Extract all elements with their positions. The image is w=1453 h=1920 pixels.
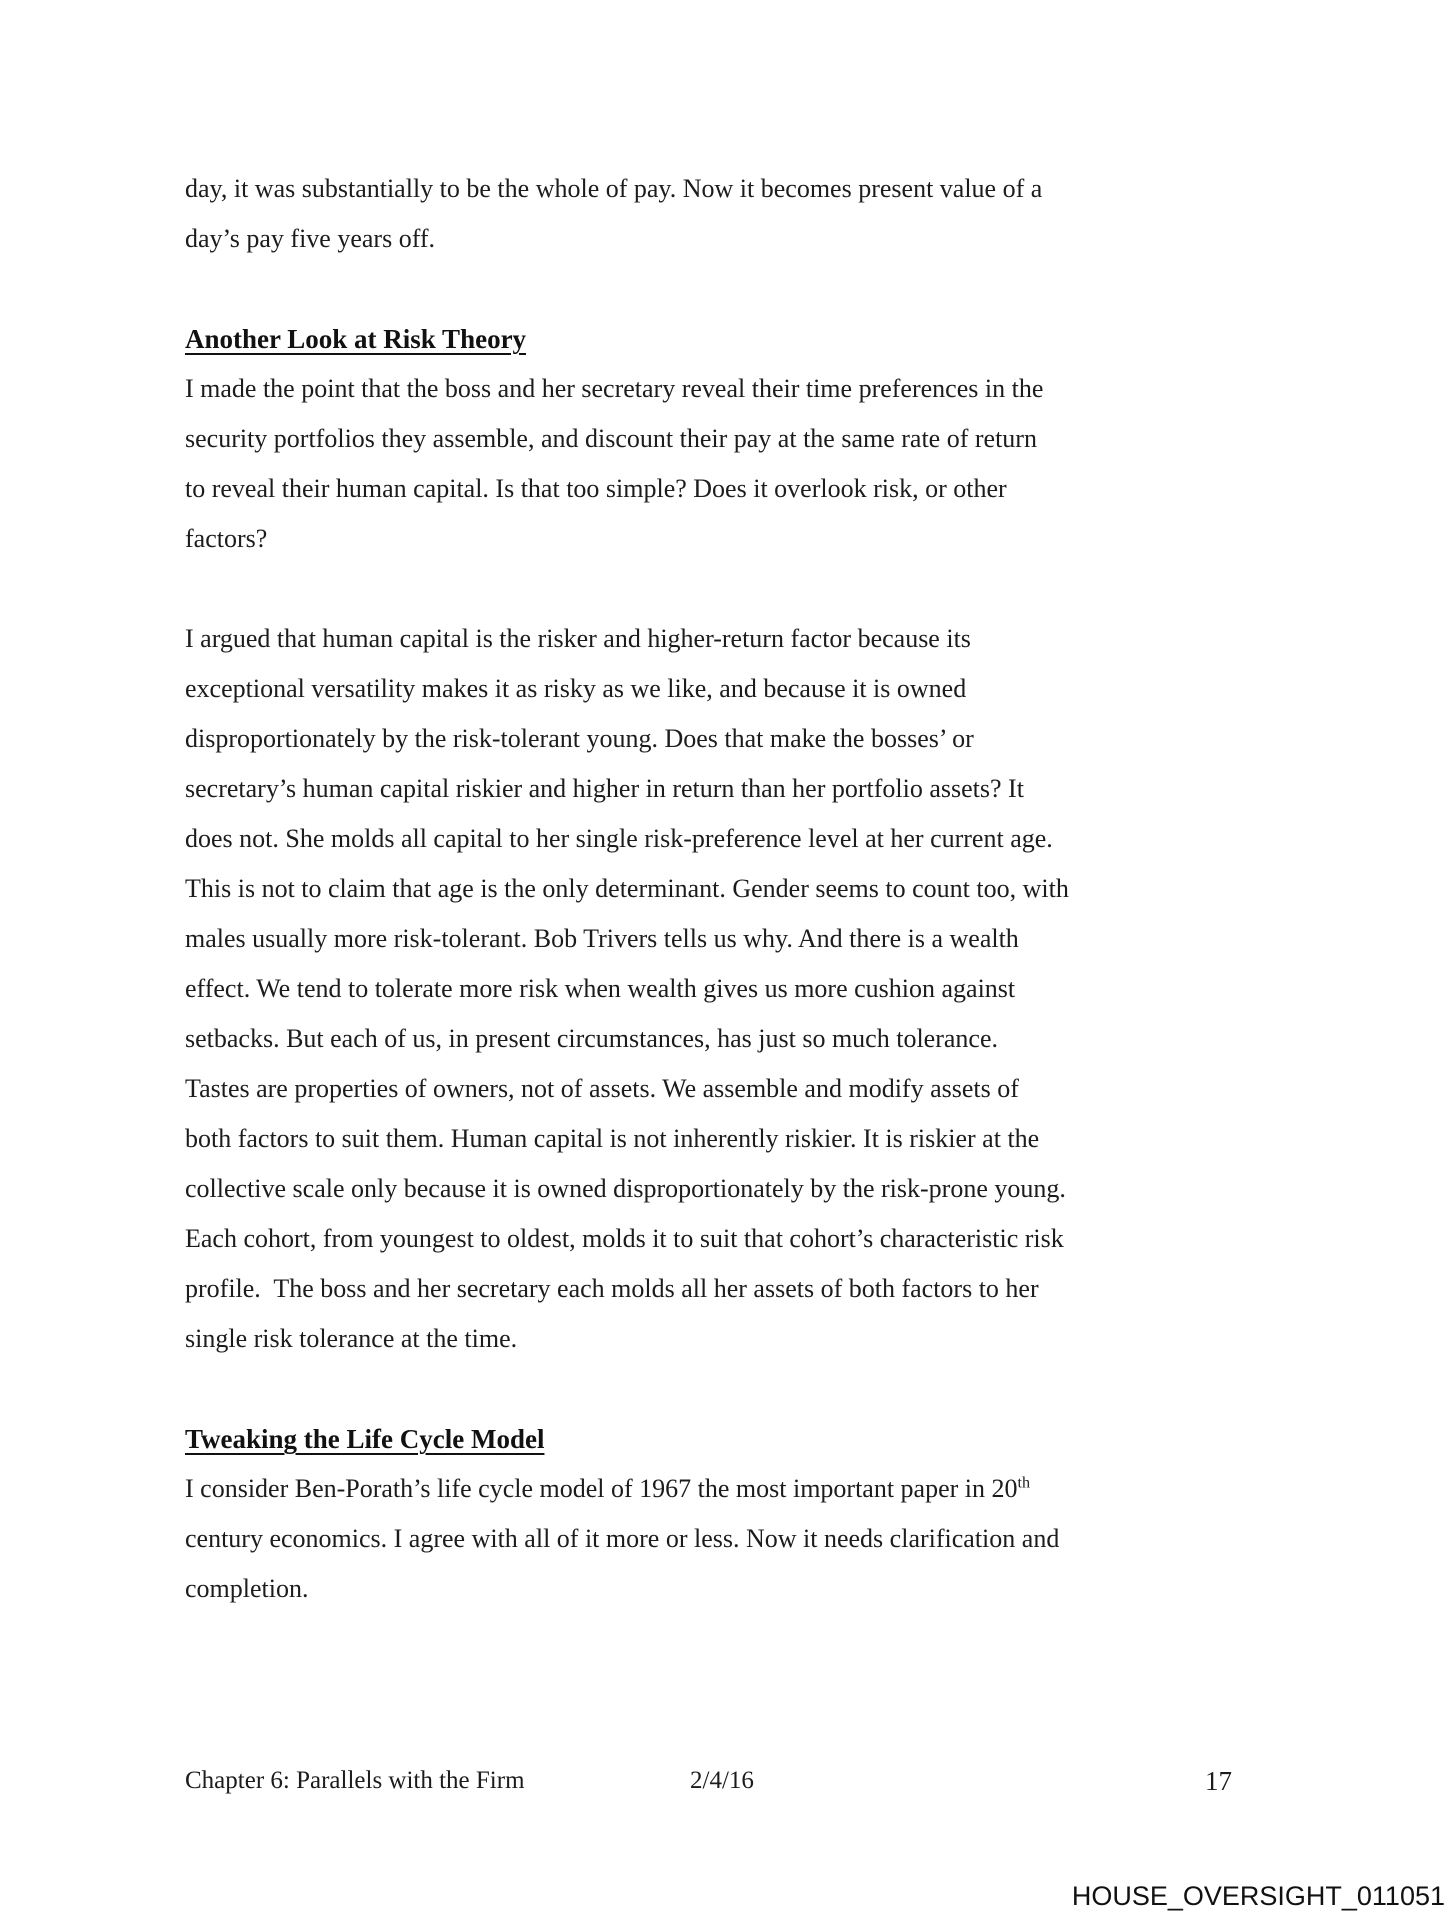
text-line: I argued that human capital is the risker and higher-return factor because its [185,624,971,653]
text-line: day, it was substantially to be the whole of pay. Now it becomes present value of a [185,174,1043,203]
text-line: This is not to claim that age is the only determinant. Gender seems to count too, with [185,874,1069,903]
text-line: I made the point that the boss and her secretary reveal their time preferences in the [185,374,1044,403]
text-line: century economics. I agree with all of it more or less. Now it needs clarification and [185,1524,1060,1553]
footer-chapter-title: Chapter 6: Parallels with the Firm [185,1767,525,1794]
text-line: day’s pay five years off. [185,224,436,253]
bates-stamp: HOUSE_OVERSIGHT_011051 [1071,1881,1445,1911]
section-heading-risk-theory [185,314,1305,364]
footer-page-number: 17 [1205,1766,1232,1796]
text-line: Each cohort, from youngest to oldest, molds it to suit that cohort’s characteristic risk [185,1224,1064,1253]
text-line: setbacks. But each of us, in present circumstances, has just so much tolerance. [185,1024,998,1053]
text-line: secretary’s human capital riskier and higher in return than her portfolio assets? It [185,774,1024,803]
paragraph-continuation [185,164,1305,264]
text-line: males usually more risk-tolerant. Bob Trivers tells us why. And there is a wealth [185,924,1019,953]
paragraph-risk-theory-2 [185,614,1305,1364]
text-line: both factors to suit them. Human capital is not inherently riskier. It is riskier at the [185,1124,1040,1153]
blank-line [185,564,1305,614]
text-line: single risk tolerance at the time. [185,1324,518,1353]
blank-line [185,264,1305,314]
text-line: effect. We tend to tolerate more risk when wealth gives us more cushion against [185,974,1016,1003]
text-line: disproportionately by the risk-tolerant young. Does that make the bosses’ or [185,724,974,753]
text-line: does not. She molds all capital to her single risk-preference level at her current age. [185,824,1053,853]
section-heading-risk-theory-text: Another Look at Risk Theory [185,324,527,354]
page-body [185,164,1305,1614]
paragraph-risk-theory-1 [185,364,1305,564]
text-line: collective scale only because it is owned disproportionately by the risk-prone young. [185,1174,1066,1203]
ordinal-superscript: th [1017,1474,1031,1492]
text-line [185,1464,1305,1514]
text-line: security portfolios they assemble, and discount their pay at the same rate of return [185,424,1037,453]
section-heading-life-cycle-text: Tweaking the Life Cycle Model [185,1424,545,1454]
text-line-main: I consider Ben-Porath’s life cycle model of 1967 the most important paper in 20 [185,1474,1018,1503]
text-line: profile. The boss and her secretary each molds all her assets of both factors to her [185,1274,1039,1303]
text-line: completion. [185,1574,309,1603]
paragraph-life-cycle-rest [185,1514,1305,1614]
page-footer [0,1756,1453,1806]
paragraph-life-cycle [185,1464,1305,1614]
text-line: exceptional versatility makes it as risky as we like, and because it is owned [185,674,967,703]
section-heading-life-cycle [185,1414,1305,1464]
text-line: factors? [185,524,268,553]
footer-date: 2/4/16 [690,1767,754,1794]
text-line: Tastes are properties of owners, not of assets. We assemble and modify assets of [185,1074,1019,1103]
text-line: to reveal their human capital. Is that too simple? Does it overlook risk, or other [185,474,1007,503]
blank-line [185,1364,1305,1414]
